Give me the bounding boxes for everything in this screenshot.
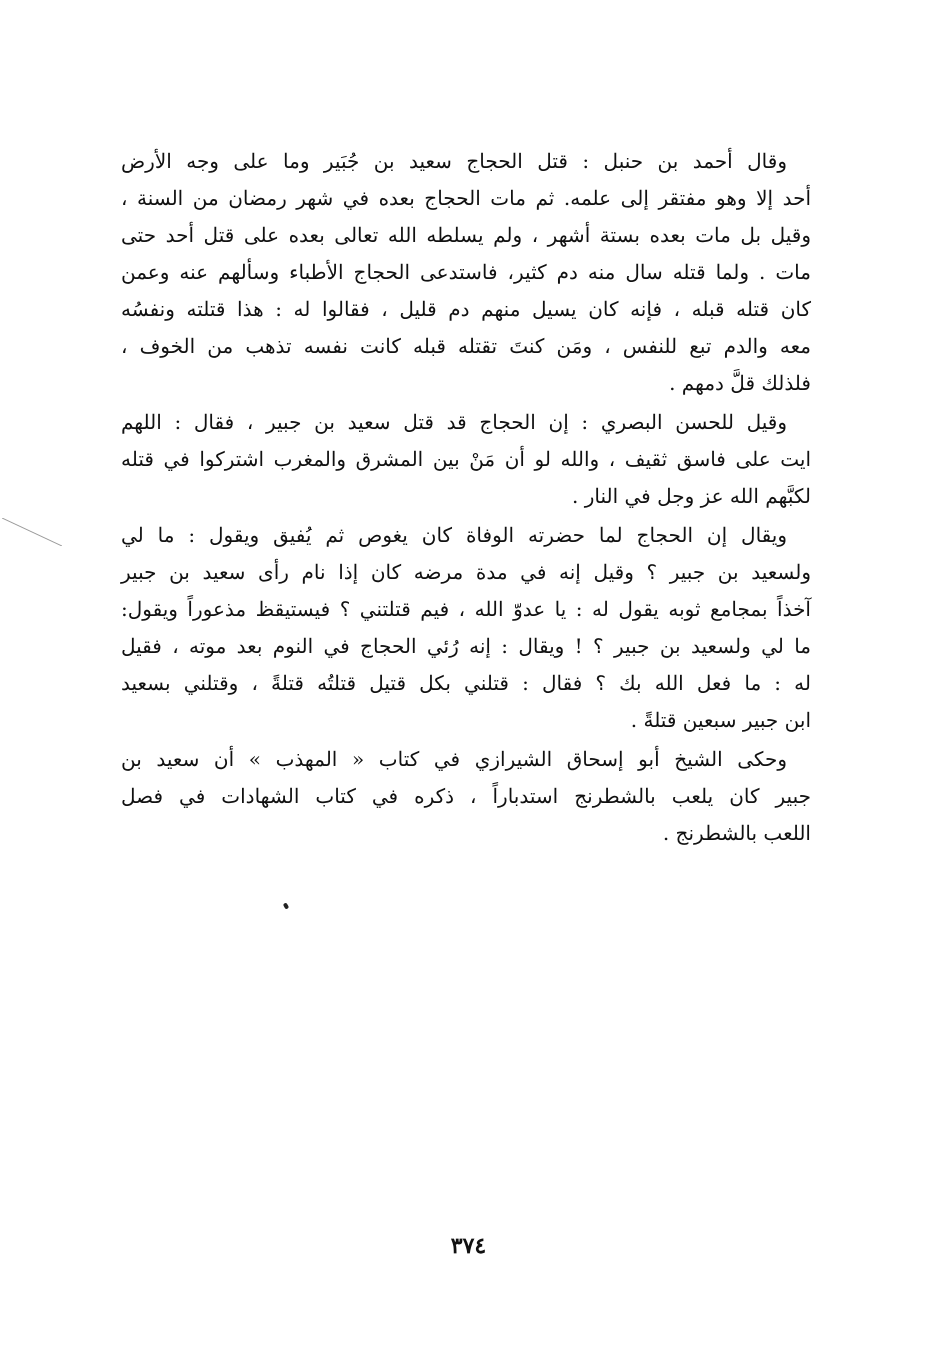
paragraph-hasan-basri xyxy=(121,404,811,515)
text-line: له : ما فعل الله بك ؟ فقال : قتلني بكل قتيل قتلتُه قتلةً ، وقتلني بسعيد xyxy=(121,671,811,695)
text-line: ما لي ولسعيد بن جبير ؟ ! ويقال : إنه رُئي الحجاج في النوم بعد موته ، فقيل xyxy=(121,634,811,658)
text-line: لكبَّهم الله عز وجل في النار . xyxy=(571,484,811,508)
text-line: مات . ولما قتله سال منه دم كثير، فاستدعى الحجاج الأطباء وسألهم عنه وعمن xyxy=(121,260,811,284)
text-line: وقيل بل مات بعده بستة أشهر ، ولم يسلطه الله تعالى بعده على قتل أحد حتى xyxy=(121,223,811,247)
text-line: ويقال إن الحجاج لما حضرته الوفاة كان يغوص ثم يُفيق ويقول : ما لي xyxy=(121,523,787,547)
scan-artifact-line xyxy=(2,518,62,546)
page-number: ٣٧٤ xyxy=(450,1233,487,1259)
text-line: ولسعيد بن جبير ؟ وقيل إنه في مدة مرضه كان إذا نام رأى سعيد بن جبير xyxy=(121,560,811,584)
paragraph-shirazi xyxy=(121,741,811,852)
text-line: جبير كان يلعب بالشطرنج استدباراً ، ذكره في كتاب الشهادات في فصل xyxy=(121,784,811,808)
text-line: ايت على فاسق ثقيف ، والله لو أن مَنْ بين المشرق والمغرب اشتركوا في قتله xyxy=(121,447,812,471)
text-line: وحكى الشيخ أبو إسحاق الشيرازي في كتاب « المهذب » أن سعيد بن xyxy=(121,747,787,771)
paragraph-ahmad-ibn-hanbal xyxy=(121,143,811,402)
text-line: وقال أحمد بن حنبل : قتل الحجاج سعيد بن جُبَير وما على وجه الأرض xyxy=(121,149,787,173)
text-line: اللعب بالشطرنج . xyxy=(662,821,811,845)
text-line: فلذلك قلَّ دمهم . xyxy=(669,371,811,395)
ink-speck xyxy=(283,902,289,909)
text-line: معه والدم تبع للنفس ، ومَن كنتَ تقتله قبله كانت نفسه تذهب من الخوف ، xyxy=(121,334,811,358)
text-line: ابن جبير سبعين قتلةً . xyxy=(630,708,811,732)
body-text xyxy=(121,143,811,852)
text-line: وقيل للحسن البصري : إن الحجاج قد قتل سعيد بن جبير ، فقال : اللهم xyxy=(121,410,787,434)
paragraph-hajjaj-death xyxy=(121,517,811,739)
text-line: كان قتله قبله ، فإنه كان يسيل منهم دم قليل ، فقالوا له : هذا قتلته ونفسُه xyxy=(121,297,811,321)
text-line: أحد إلا وهو مفتقر إلى علمه. ثم مات الحجاج بعده في شهر رمضان من السنة ، xyxy=(121,186,811,210)
text-line: آخذاً بمجامع ثوبه يقول له : يا عدوّ الله ، فيم قتلتني ؟ فيستيقظ مذعوراً ويقول: xyxy=(121,597,811,621)
